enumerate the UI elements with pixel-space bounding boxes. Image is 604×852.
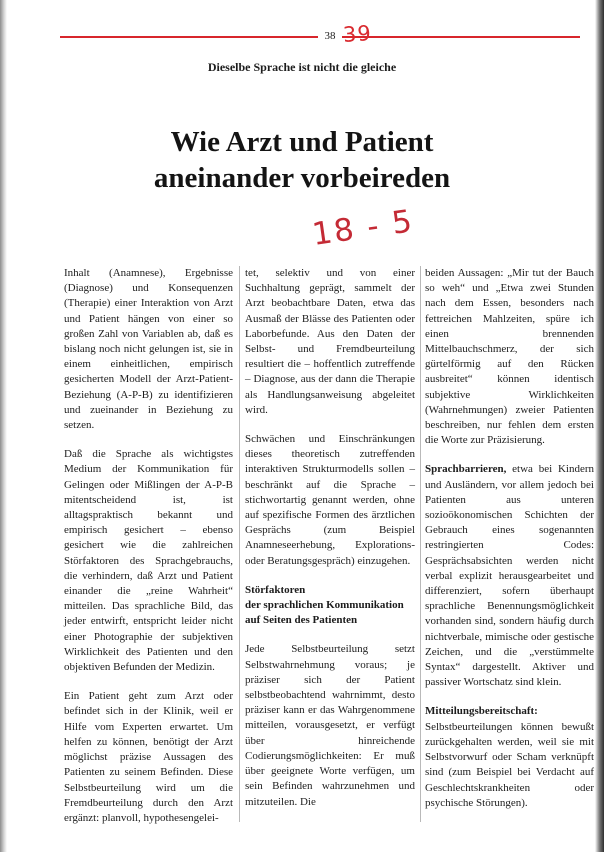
paragraph: Inhalt (Anamnese), Ergebnisse (Diagnose) und Konsequenzen (Therapie) einer Interaktion von Arzt und Patient hängen von einer so großen Zahl von Variablen ab, daß es bislang noch nicht gelungen ist, sie in einem einheitlichen, empirisch gesicherten Modell der Arzt-Patient-Beziehung (A-P-B) zu identifizieren und zueinander in Beziehung zu setzen.	[64, 267, 233, 432]
section-heading-line-2: der sprachlichen Kommunikation auf Seiten des Patienten	[245, 599, 404, 627]
paragraph: beiden Aussagen: „Mir tut der Bauch so weh“ und „Etwa zwei Stunden nach dem Essen, besonders nach fettreichen Mahlzeiten, spüre ich einen brennenden Mittelbauchschmerz, der sich gürtelförmig auf den Rücken ausbreitet“ können identisch subjektive Wirklichkeiten (Wahrnehmungen) zweier Patienten beschreiben, nur fehlen dem ersten die Worte zur Präzisierung.	[425, 267, 594, 447]
column-divider	[420, 266, 421, 822]
paragraph: Ein Patient geht zum Arzt oder befindet sich in der Klinik, weil er Hilfe vom Experten erwartet. Um helfen zu können, benötigt der Arzt möglichst präzise Aussagen des Patienten zu seinem Befinden. Diese Selbstbeurteilung wird um die Fremdbeurteilung durch den Arzt ergänzt: planvoll, hypothesengelei-	[64, 690, 233, 824]
article-title	[0, 124, 604, 196]
handwritten-annotation: 18 - 5	[309, 203, 417, 253]
paragraph-text: etwa bei Kindern und Ausländern, vor allem jedoch bei Patienten aus unteren sozioökonomischen Schichten der Gebrauch eines sogenannten restringierten Codes: Gesprächsabsichten werden nicht verbal explizit herausgearbeitet und differenziert, sofern überhaupt sprachliche Benennungsmöglichkeit vorhanden sind, sondern häufig durch nichtverbale, mimische oder gestische Zeichen, und die „verstümmelte Syntax“ dargestellt. Aktiver und passiver Wortschatz sind klein.	[425, 463, 594, 689]
paragraph: tet, selektiv und von einer Suchhaltung geprägt, sammelt der Arzt beobachtbare Daten, etwa das Ausmaß der Blässe des Patienten oder Laborbefunde. Aus den Daten der Selbst- und Fremdbeurteilung resultiert die – hoffentlich zutreffende – Diagnose, aus der dann die Therapie als Handlungsanweisung abgeleitet wird.	[245, 267, 415, 416]
paragraph: Schwächen und Einschränkungen dieses theoretisch zutreffenden interaktiven Strukturmodells sollen – beschränkt auf die Sprache – stichwortartig genannt werden, ohne auf spezifische Formen des ärztlichen Gesprächs (zum Beispiel Anamneseerhebung, Explorations- oder Beratungsgespräch) einzugehen.	[245, 433, 415, 567]
title-line-1: Wie Arzt und Patient	[170, 126, 434, 158]
column-divider	[239, 266, 240, 822]
title-line-2: aneinander vorbeireden	[153, 162, 451, 194]
handwritten-page-number: 39	[342, 21, 373, 47]
text-column-3	[425, 266, 594, 825]
running-head: Dieselbe Sprache ist nicht die gleiche	[207, 60, 397, 74]
paragraph-text: Selbstbeurteilungen können bewußt zurückgehalten werden, weil sie mit Selbstvorwurf oder Scham verknüpft sind (zum Beispiel bei Verdacht auf Geschlechtskrankheiten oder psychische Störungen).	[425, 720, 594, 809]
run-in-heading: Mitteilungsbereitschaft:	[425, 705, 538, 718]
page-number: 38	[318, 30, 342, 42]
section-heading	[245, 583, 415, 629]
run-in-heading: Sprachbarrieren,	[425, 463, 507, 476]
paragraph: Daß die Sprache als wichtigstes Medium der Kommunikation für Gelingen oder Mißlingen der A-P-B mitentscheidend ist, ist alltagspraktisch bekannt und empirisch gesichert – ebenso gesichert wie die zahlreichen Störfaktoren des Sprachgebrauchs, die verhindern, daß Arzt und Patient einander die „reine Wahrheit“ mitteilen. Das sprachliche Bild, das jeder entwirft, entspricht leider nicht einer Photographie der subjektiven Wirklichkeit des Patienten und den objektiven Befunden der Medizin.	[64, 448, 233, 674]
paragraph	[425, 462, 594, 690]
text-column-1	[64, 266, 233, 840]
text-column-2	[245, 266, 415, 824]
paragraph	[425, 704, 594, 810]
paragraph: Jede Selbstbeurteilung setzt Selbstwahrnehmung voraus; je präziser sich der Patient selbstbeobachtend wahrnimmt, desto präziser kann er das Wahrgenommene mitteilen, vorausgesetzt, er verfügt über hinreichende Codierungsmöglichkeiten: Er muß über geeignete Worte verfügen, um sein Befinden wahrzunehmen und mitzuteilen. Die	[245, 643, 415, 808]
section-heading-line-1: Störfaktoren	[245, 583, 306, 596]
